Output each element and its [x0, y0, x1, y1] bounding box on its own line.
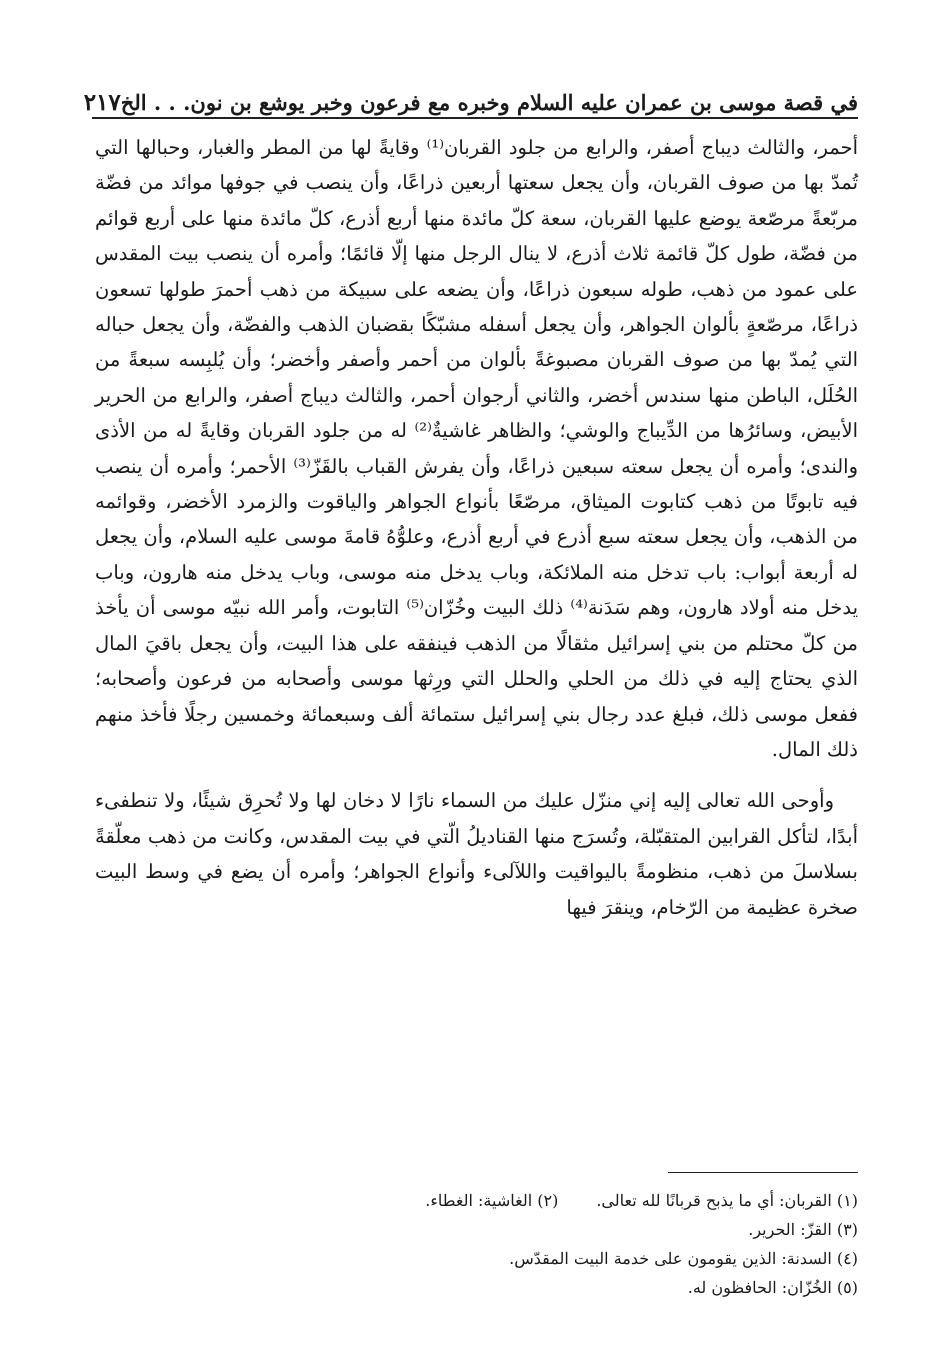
footnote-row: [95, 1244, 858, 1273]
running-title: في قصة موسى بن عمران عليه السلام وخبره مع فرعون وخبر يوشع بن نون. . . الخ: [120, 90, 858, 115]
footnote-row: [95, 1186, 858, 1215]
paragraph: وأوحى الله تعالى إليه إني منزّل عليك من السماء نارًا لا دخان لها ولا تُحرِق شيئًا، ولا تنطفىء أبدًا، لتأكل القرابين المتقبّلة، وتُسرَج منها القناديلُ الّتي في بيت المقدس، وكانت من ذهب معلّقةً بسلاسلَ من ذهب، منظومةً باليواقيت واللآلىء وأنواع الجواهر؛ وأمره أن يضع في وسط البيت صخرة عظيمة من الرّخام، وينقرَ فيها: [95, 789, 858, 919]
footnote-5: (٥) الخُزّان: الحافظون له.: [687, 1278, 858, 1297]
main-text: [95, 130, 858, 925]
running-header: [83, 76, 858, 116]
paragraph: أحمر، والثالث ديباج أصفر، والرابع من جلود القربان⁽¹⁾ وقايةً لها من المطر والغبار، وحبالها التي تُمدّ بها من صوف القربان، وأن يجعل سعتها أربعين ذراعًا، وأن ينصب في جوفها موائد من فضّة مربّعةً مرصّعة يوضع عليها القربان، سعة كلّ مائدة منها أربع أذرع، كلّ مائدة منها على أربع قوائم من فضّة، طول كلّ قائمة ثلاث أذرع، لا ينال الرجل منها إلّا قائمًا؛ وأمره أن ينصب بيت المقدس على عمود من ذهب، طوله سبعون ذراعًا، وأن يضعه على سبيكة من ذهب أحمرَ طولها تسعون ذراعًا، مرصّعةٍ بألوان الجواهر، وأن يجعل أسفله مشبّكًا بقضبان الذهب والفضّة، وأن يجعل حباله التي يُمدّ بها من صوف القربان مصبوغةً بألوان من أحمر وأصفر وأخضر؛ وأن يُلبِسه سبعةً من الحُلَل، الباطن منها سندس أخضر، والثاني أرجوان أحمر، والثالث ديباج أصفر، والرابع من الحرير الأبيض، وسائرُها من الدِّيباج والوشي؛ والظاهر غاشيةٌ⁽²⁾ له من جلود القربان وقايةً له من الأذى والندى؛ وأمره أن يجعل سعته سبعين ذراعًا، وأن يفرش القباب بالقَزّ⁽³⁾ الأحمر؛ وأمره أن ينصب فيه تابوتًا من ذهب كتابوت الميثاق، مرصّعًا بأنواع الجواهر والياقوت والزمرد الأخضر، وقوائمه من الذهب، وأن يجعل سعته سبع أذرع في أربع أذرع، وعلوُّهُ قامةَ موسى عليه السلام، وأن يجعل له أربعة أبواب: باب تدخل منه الملائكة، وباب يدخل منه موسى، وباب يدخل منه هارون، وباب يدخل منه أولاد هارون، وهم سَدَنة⁽⁴⁾ ذلك البيت وخُزّان⁽⁵⁾ التابوت، وأمر الله نبيّه موسى أن يأخذ من كلّ محتلم من بني إسرائيل مثقالًا من الذهب فينفقه على هذا البيت، وأن يجعل باقيَ المال الذي يحتاج إليه في ذلك من الحلي والحلل التي ورِثها موسى وأصحابه من فرعون وأصحابه؛ ففعل موسى ذلك، فبلغ عدد رجال بني إسرائيل ستمائة ألف وسبعمائة وخمسين رجلًا فأخذ منهم ذلك المال.: [95, 136, 859, 761]
footnote-row: [95, 1215, 858, 1244]
footnotes: [95, 1186, 858, 1302]
footnote-3: (٣) القزّ: الحرير.: [748, 1220, 858, 1239]
footnote-row: [95, 1273, 858, 1302]
footnote-divider: [668, 1172, 858, 1173]
footnote-1: (١) القربان: أي ما يذبح قربانًا لله تعالى.: [596, 1191, 858, 1210]
header-divider: [92, 117, 858, 119]
footnote-4: (٤) السدنة: الذين يقومون على خدمة البيت المقدّس.: [509, 1249, 858, 1268]
page-number: ٢١٧: [83, 89, 121, 116]
footnote-2: (٢) الغاشية: الغطاء.: [425, 1191, 559, 1210]
